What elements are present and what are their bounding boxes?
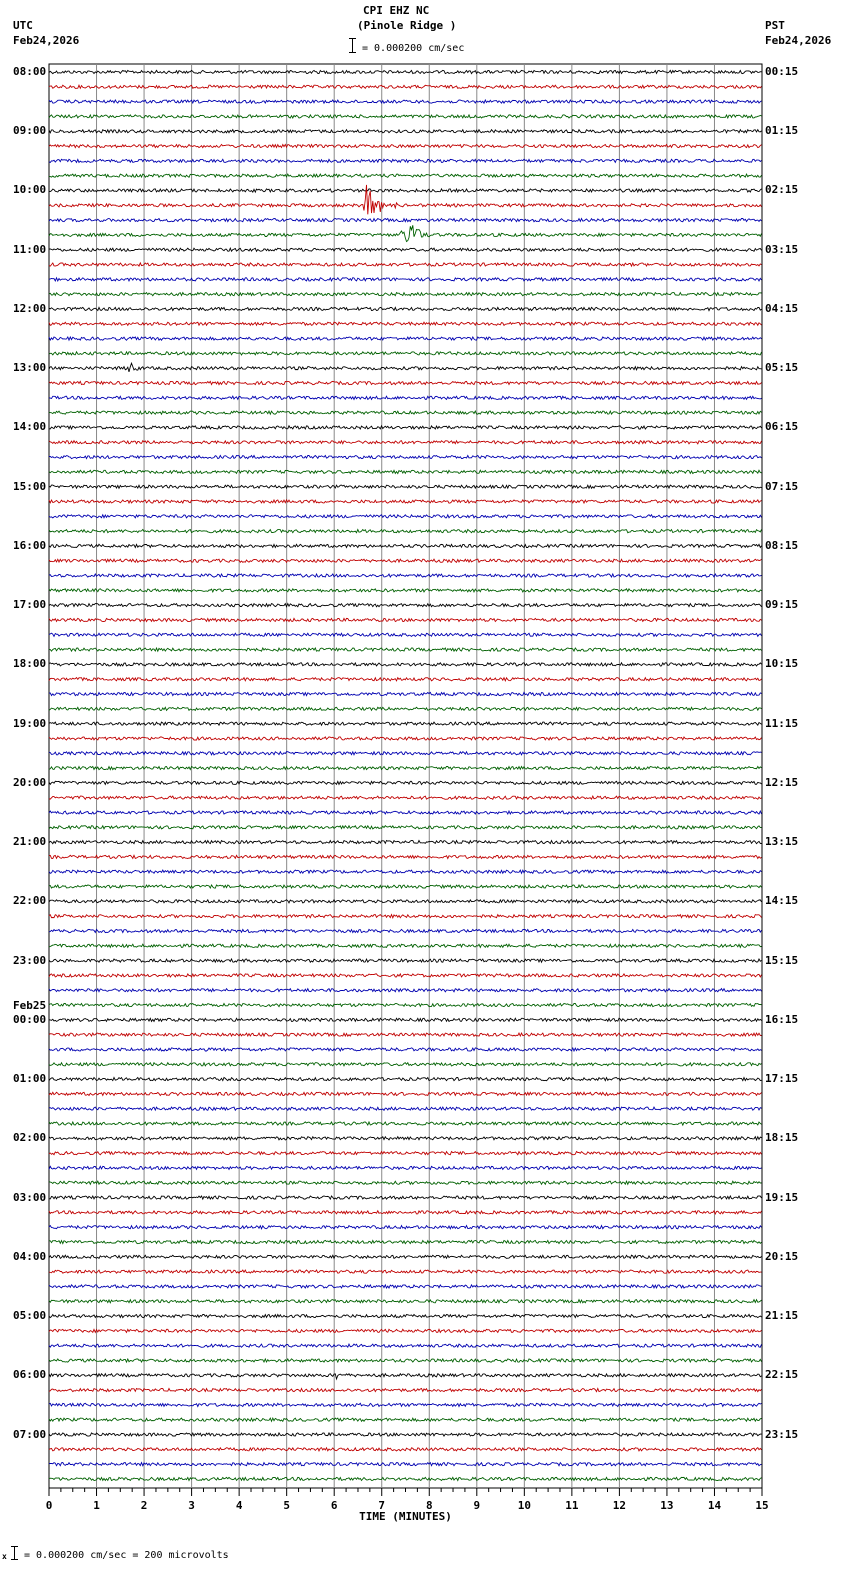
- utc-hour-label: 03:00: [13, 1190, 47, 1204]
- x-tick-label: 10: [517, 1499, 531, 1512]
- trace-line: [49, 692, 762, 695]
- trace-line: [49, 989, 762, 992]
- utc-hour-label: 22:00: [13, 894, 47, 908]
- trace-line: [49, 885, 762, 888]
- trace-line: [49, 1181, 762, 1184]
- trace-line: [49, 1418, 762, 1421]
- pst-hour-label: 10:15: [765, 657, 799, 671]
- utc-hour-label: 18:00: [13, 657, 47, 671]
- pst-hour-label: 18:15: [765, 1131, 799, 1145]
- trace-line: [49, 1152, 762, 1155]
- trace-line: [49, 707, 762, 710]
- utc-hour-label: 07:00: [13, 1427, 47, 1441]
- plot-grid: [49, 64, 762, 1488]
- x-tick-label: 13: [660, 1499, 674, 1512]
- trace-line: [49, 1300, 762, 1303]
- utc-hour-label: 12:00: [13, 301, 47, 315]
- trace-line: [49, 485, 762, 488]
- trace-line: [49, 1226, 762, 1229]
- trace-line: [49, 411, 762, 414]
- utc-hour-label: 15:00: [13, 479, 47, 493]
- utc-hour-label: 14:00: [13, 420, 47, 434]
- right-timezone: PST: [765, 19, 785, 32]
- x-tick-label: 9: [473, 1499, 481, 1512]
- trace-line: [49, 1389, 762, 1392]
- pst-hour-label: 13:15: [765, 835, 799, 849]
- trace-line: [49, 1122, 762, 1125]
- trace-line: [49, 100, 762, 103]
- trace-line: [49, 115, 762, 118]
- utc-hour-label: 17:00: [13, 598, 47, 612]
- pst-hour-label: 17:15: [765, 1072, 799, 1086]
- utc-hour-label: 23:00: [13, 953, 47, 967]
- trace-line: [49, 722, 762, 725]
- trace-line: [49, 752, 762, 755]
- x-tick-label: 11: [565, 1499, 579, 1512]
- pst-hour-label: 16:15: [765, 1012, 799, 1026]
- x-tick-label: 14: [707, 1499, 722, 1512]
- trace-line: [49, 1270, 762, 1273]
- trace-line: [49, 396, 762, 399]
- pst-hour-label: 01:15: [765, 124, 799, 138]
- x-tick-label: 0: [45, 1499, 53, 1512]
- trace-line: [49, 1063, 762, 1066]
- trace-line: [49, 1033, 762, 1036]
- trace-line: [49, 841, 762, 844]
- utc-hour-label: 06:00: [13, 1368, 47, 1382]
- pst-hour-label: 05:15: [765, 361, 799, 375]
- trace-line: [49, 263, 762, 266]
- trace-line: [49, 604, 762, 607]
- trace-line: [49, 1137, 762, 1140]
- x-tick-label: 8: [425, 1499, 433, 1512]
- pst-hour-label: 11:15: [765, 716, 799, 730]
- pst-hour-label: 19:15: [765, 1190, 799, 1204]
- trace-line: [49, 174, 762, 177]
- trace-line: [49, 737, 762, 740]
- scale-text: = 0.000200 cm/sec: [362, 43, 465, 54]
- trace-line: [49, 1018, 762, 1021]
- x-tick-label: 3: [188, 1499, 195, 1512]
- trace-line: [49, 796, 762, 799]
- trace-line: [49, 648, 762, 651]
- pst-hour-label: 04:15: [765, 301, 799, 315]
- station-title: CPI EHZ NC: [363, 4, 430, 17]
- trace-line: [49, 293, 762, 296]
- trace-line: [49, 530, 762, 533]
- pst-hour-label: 09:15: [765, 598, 799, 612]
- pst-hour-label: 14:15: [765, 894, 799, 908]
- trace-line: [49, 130, 762, 133]
- date-change-label: Feb25: [13, 998, 47, 1012]
- trace-line: [49, 1092, 762, 1095]
- x-axis: [46, 1488, 769, 1523]
- x-tick-label: 5: [283, 1499, 290, 1512]
- left-date: Feb24,2026: [13, 34, 80, 47]
- utc-hour-label: 20:00: [13, 775, 47, 789]
- x-axis-label: TIME (MINUTES): [359, 1510, 452, 1523]
- trace-line: [49, 1359, 762, 1362]
- trace-line: [49, 959, 762, 962]
- trace-line: [49, 1211, 762, 1214]
- utc-hour-label: 08:00: [13, 65, 47, 78]
- trace-line: [49, 855, 762, 858]
- trace-line: [49, 1196, 762, 1199]
- pst-hour-label: 07:15: [765, 479, 799, 493]
- trace-line: [49, 559, 762, 562]
- x-tick-label: 6: [330, 1499, 338, 1512]
- x-tick-label: 4: [235, 1499, 243, 1512]
- utc-hour-label: 13:00: [13, 361, 47, 375]
- trace-line: [49, 826, 762, 829]
- trace-line: [49, 307, 762, 310]
- corner-mark: x: [2, 1552, 7, 1561]
- trace-line: [49, 1255, 762, 1258]
- trace-line: [49, 1329, 762, 1332]
- trace-line: [49, 1374, 762, 1379]
- trace-line: [49, 248, 762, 251]
- trace-line: [49, 515, 762, 518]
- trace-line: [49, 974, 762, 977]
- trace-line: [49, 189, 762, 192]
- pst-hour-label: 20:15: [765, 1249, 799, 1263]
- trace-line: [49, 781, 762, 784]
- trace-line: [49, 145, 762, 148]
- trace-line: [49, 1003, 762, 1006]
- trace-line: [49, 915, 762, 918]
- trace-line: [49, 1078, 762, 1081]
- pst-hour-label: 00:15: [765, 65, 799, 78]
- utc-hour-label: 04:00: [13, 1249, 47, 1263]
- utc-hour-label: 09:00: [13, 124, 47, 138]
- pst-hour-label: 22:15: [765, 1368, 799, 1382]
- footer-scale-bar-icon: [11, 1546, 18, 1560]
- trace-line: [49, 574, 762, 577]
- utc-hour-label: 00:00: [13, 1012, 47, 1026]
- trace-line: [49, 225, 762, 241]
- utc-hour-label: 05:00: [13, 1309, 47, 1323]
- trace-line: [49, 278, 762, 281]
- trace-line: [49, 456, 762, 459]
- utc-hour-label: 16:00: [13, 538, 47, 552]
- station-location: (Pinole Ridge ): [357, 19, 457, 32]
- trace-line: [49, 633, 762, 636]
- trace-line: [49, 352, 762, 355]
- trace-group: [49, 70, 762, 1480]
- utc-hour-label: 21:00: [13, 835, 47, 849]
- trace-line: [49, 1107, 762, 1110]
- trace-line: [49, 663, 762, 666]
- trace-line: [49, 1344, 762, 1347]
- x-tick-label: 2: [140, 1499, 148, 1512]
- scale-bar-icon: [349, 38, 356, 53]
- trace-line: [49, 589, 762, 592]
- pst-hour-label: 03:15: [765, 242, 799, 256]
- pst-hour-label: 12:15: [765, 775, 799, 789]
- utc-hour-label: 02:00: [13, 1131, 47, 1145]
- pst-hour-label: 15:15: [765, 953, 799, 967]
- trace-line: [49, 870, 762, 873]
- trace-line: [49, 544, 762, 547]
- trace-line: [49, 337, 762, 340]
- trace-line: [49, 1403, 762, 1406]
- trace-line: [49, 322, 762, 325]
- pst-hour-label: 08:15: [765, 538, 799, 552]
- trace-line: [49, 1477, 762, 1480]
- trace-line: [49, 944, 762, 947]
- x-tick-label: 15: [755, 1499, 769, 1512]
- utc-hour-label: 10:00: [13, 183, 47, 197]
- x-tick-label: 1: [93, 1499, 100, 1512]
- trace-line: [49, 363, 762, 372]
- x-tick-label: 7: [378, 1499, 386, 1512]
- trace-line: [49, 70, 762, 73]
- pst-hour-label: 23:15: [765, 1427, 799, 1441]
- trace-line: [49, 1285, 762, 1288]
- trace-line: [49, 219, 762, 222]
- plot-frame: [49, 64, 762, 1488]
- x-tick-label: 12: [612, 1499, 627, 1512]
- trace-line: [49, 441, 762, 444]
- trace-line: [49, 85, 762, 88]
- utc-hour-label: 19:00: [13, 716, 47, 730]
- trace-line: [49, 678, 762, 681]
- trace-line: [49, 900, 762, 903]
- trace-line: [49, 1048, 762, 1051]
- trace-line: [49, 1240, 762, 1243]
- trace-line: [49, 811, 762, 814]
- trace-line: [49, 1166, 762, 1169]
- pst-hour-label: 02:15: [765, 183, 799, 197]
- pst-hour-label: 06:15: [765, 420, 799, 434]
- trace-line: [49, 929, 762, 932]
- utc-hour-label: 11:00: [13, 242, 47, 256]
- right-date: Feb24,2026: [765, 34, 832, 47]
- footer-scale-text: = 0.000200 cm/sec = 200 microvolts: [24, 1550, 229, 1561]
- trace-line: [49, 767, 762, 770]
- trace-line: [49, 426, 762, 429]
- trace-line: [49, 1433, 762, 1436]
- trace-line: [49, 470, 762, 473]
- trace-line: [49, 1448, 762, 1451]
- trace-line: [49, 500, 762, 503]
- pst-hour-label: 21:15: [765, 1309, 799, 1323]
- trace-line: [49, 1463, 762, 1466]
- left-timezone: UTC: [13, 19, 33, 32]
- trace-line: [49, 381, 762, 384]
- trace-line: [49, 159, 762, 162]
- utc-hour-label: 01:00: [13, 1072, 47, 1086]
- trace-line: [49, 618, 762, 621]
- trace-line: [49, 1314, 762, 1317]
